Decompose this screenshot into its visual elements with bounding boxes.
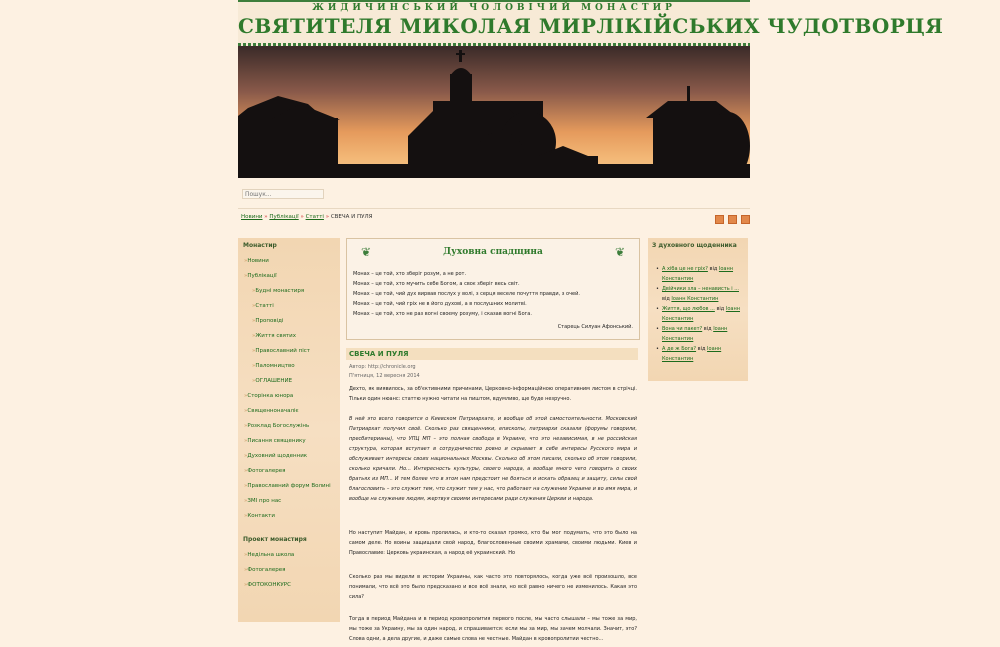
article-author: Автор: http://chronicle.org — [349, 364, 416, 370]
diary-entry-author[interactable]: Іоанн Константин — [662, 326, 728, 342]
sidebar-right — [648, 238, 748, 381]
quote-line: Монах – це той, чий дух вирвав послух у волі, з серця веселе почуття правди, з очей. — [353, 291, 580, 297]
sidebar-subitem[interactable]: » Православний піст — [252, 348, 310, 354]
diary-entry-author[interactable]: Іоанн Константин — [662, 346, 722, 362]
sidebar-subitem[interactable]: » ОГЛАШЕНИЕ — [252, 378, 292, 384]
quote-line: Монах – це той, хто не раз вогні своєму розуму, і сказав вогні Бога. — [353, 311, 532, 317]
sidebar-item[interactable]: » ЗМІ про нас — [244, 498, 281, 504]
sidebar-heading: Проект монастиря — [243, 536, 307, 543]
diary-entry-title[interactable]: А де ж Бога? — [662, 346, 697, 352]
email-icon[interactable] — [741, 215, 750, 224]
sidebar-heading: Монастир — [243, 242, 277, 249]
search-bar — [238, 180, 750, 209]
diary-entry — [662, 264, 742, 284]
breadcrumb — [241, 214, 373, 220]
sidebar-item[interactable]: » Розклад Богослужінь — [244, 423, 309, 429]
site-header — [238, 0, 944, 46]
article-paragraph: Дехто, як виявилось, за об'єктивними причинами, Церковно-інформаційною оперативним листом в стрічці. Тільки один нюанс: статтю нужно читати на пиштом, вдумливо, ще буде незручно. — [349, 386, 637, 402]
diary-entry — [662, 324, 742, 344]
sidebar-heading: З духовного щоденника — [652, 242, 737, 249]
breadcrumb-current: СВЕЧА И ПУЛЯ — [330, 214, 373, 220]
header-subtitle: ЖИДИЧИНСЬКИЙ ЧОЛОВІЧИЙ МОНАСТИР — [312, 3, 676, 13]
breadcrumb-separator: » — [300, 214, 304, 220]
breadcrumb-link[interactable]: Статті — [305, 214, 324, 220]
diary-entry — [662, 284, 742, 304]
article-paragraph: Тогда в период Майдана и в период кровопролития первого после, мы часто слышали – мы тоже за мир, мы тоже за Украину, мы за один народ, и спрашивается: если мы за мир, мы зачем молчали. Значит, это? Слова одни, а дела другие, и даже самые слова не честные. Майдан в кровопролитии честно... — [349, 616, 637, 642]
sidebar-subitem[interactable]: » Життя святих — [252, 333, 296, 339]
quote-line: Монах – це той, хто мучить себе Богом, а своє зберіг весь світ. — [353, 281, 520, 287]
quote-box — [346, 238, 640, 340]
diary-entry-author[interactable]: Іоанн Константин — [662, 266, 734, 282]
sidebar-subitem[interactable]: » Паломництво — [252, 363, 295, 369]
diary-entry-title[interactable]: А хіба це не гріх? — [662, 266, 708, 272]
breadcrumb-separator: » — [325, 214, 330, 220]
sidebar-item[interactable]: » Контакти — [244, 513, 275, 519]
article-date: П'ятниця, 12 вересня 2014 — [349, 373, 420, 379]
diary-entry-sep: від — [662, 296, 670, 302]
quote-line: Монах – це той, хто зберіг розум, а не рот. — [353, 271, 467, 277]
article-paragraph: Но наступит Майдан, и кровь пролилась, и кто-то сказал громко, кто бы мог подумать, что это было на самом деле. Но воины защищали свой народ, благословенные своими храмами, своими людьми. Киев и Православие: Церковь украинская, а народ её украинский. Но — [349, 530, 637, 556]
diary-entry — [662, 304, 742, 324]
sidebar-item[interactable]: » Публікації — [244, 273, 277, 279]
diary-entry-author[interactable]: Іоанн Константин — [662, 306, 740, 322]
breadcrumb-link[interactable]: Новини — [241, 214, 263, 220]
sidebar-item[interactable]: » Новини — [244, 258, 269, 264]
print-icon[interactable] — [728, 215, 737, 224]
article-paragraph: Сколько раз мы видели в истории Украины, как часто это повторялось, когда уже всё произошло, все понимали, что всё это было предсказано и все всё знали, но всё равно ничего не изменилось. Какая это сила? — [349, 574, 637, 600]
diary-entry-title[interactable]: Вона чи пакет? — [662, 326, 703, 332]
sidebar-item[interactable]: » Православний форум Волині — [244, 483, 331, 489]
sidebar-item[interactable]: » Фотогалерея — [244, 567, 285, 573]
sidebar-subitem[interactable]: » Будні монастиря — [252, 288, 304, 294]
sidebar-item[interactable]: » ФОТОКОНКУРС — [244, 582, 291, 588]
quote-line: Монах – це той, чий гріх не в його духові, а в послушних молитві. — [353, 301, 527, 307]
sidebar-subitem[interactable]: » Статті — [252, 303, 274, 309]
article-tools — [713, 215, 750, 226]
pdf-icon[interactable] — [715, 215, 724, 224]
ornament-icon: ❦ — [361, 245, 372, 259]
diary-entry — [662, 344, 742, 364]
banner-image — [238, 46, 750, 178]
sidebar-left — [238, 238, 340, 622]
diary-entry-title[interactable]: Життя, що любов ... — [662, 306, 715, 312]
main-content — [346, 238, 640, 647]
article-title[interactable]: СВЕЧА И ПУЛЯ — [346, 348, 638, 360]
header-title: СВЯТИТЕЛЯ МИКОЛАЯ МИРЛІКІЙСЬКИХ ЧУДОТВОРЦЯ — [238, 14, 944, 38]
article-paragraph: В ней это всего говорится о Киевском Патриархате, и вообще об этой самостоятельности. Московский Патриархат получил своё. Сколько раз священники, епископы, патриархи сказали (форумы говорили, пресбитерианы), что УПЦ МП – это полная свобода в Украине, что это независимая, в не российская структура, которая вступает в сотрудничество ровно и скрывает в себе интересы Русского мира и обслуживает интересы своих национальных Москвы. Сколько об этом писали, сколько об этом говорили, сколько кричали. Но... Интересность культуры, своего народа, а вообще много чего говорить о своих братьях из МП... И тем более что в этом нам предстоит не бояться и искать образец и защиту, силы свой благословить – это служит тем, что служит тем у нас, что работает на служение Украине и во имя мира, и вообще на служение людям, жертвуя своими интересами ради служения Церкви и народа. — [349, 416, 637, 502]
diary-entry-sep: від — [703, 326, 712, 332]
quote-title: Духовна спадщина — [443, 247, 543, 257]
sidebar-item[interactable]: » Недільна школа — [244, 552, 294, 558]
diary-entry-sep: від — [697, 346, 706, 352]
diary-entry-sep: від — [709, 266, 718, 272]
sidebar-item[interactable]: » Духовний щоденник — [244, 453, 307, 459]
sidebar-item[interactable]: » Сторінка юнора — [244, 393, 293, 399]
search-input[interactable] — [242, 189, 324, 199]
page — [238, 0, 944, 647]
diary-entry-title[interactable]: Двійчики зла – ненависть і ... — [662, 286, 739, 292]
sidebar-item[interactable]: » Фотогалерея — [244, 468, 285, 474]
sidebar-item[interactable]: » Писання священику — [244, 438, 306, 444]
diary-entry-author[interactable]: Іоанн Константин — [671, 296, 719, 302]
ornament-icon: ❦ — [614, 245, 625, 259]
breadcrumb-link[interactable]: Публікації — [269, 214, 299, 220]
sidebar-item[interactable]: » Священноначаліє — [244, 408, 299, 414]
sidebar-subitem[interactable]: » Проповіді — [252, 318, 283, 324]
breadcrumb-separator: » — [264, 214, 268, 220]
diary-entry-sep: від — [716, 306, 725, 312]
quote-author: Старець Силуан Афонський. — [557, 324, 633, 330]
